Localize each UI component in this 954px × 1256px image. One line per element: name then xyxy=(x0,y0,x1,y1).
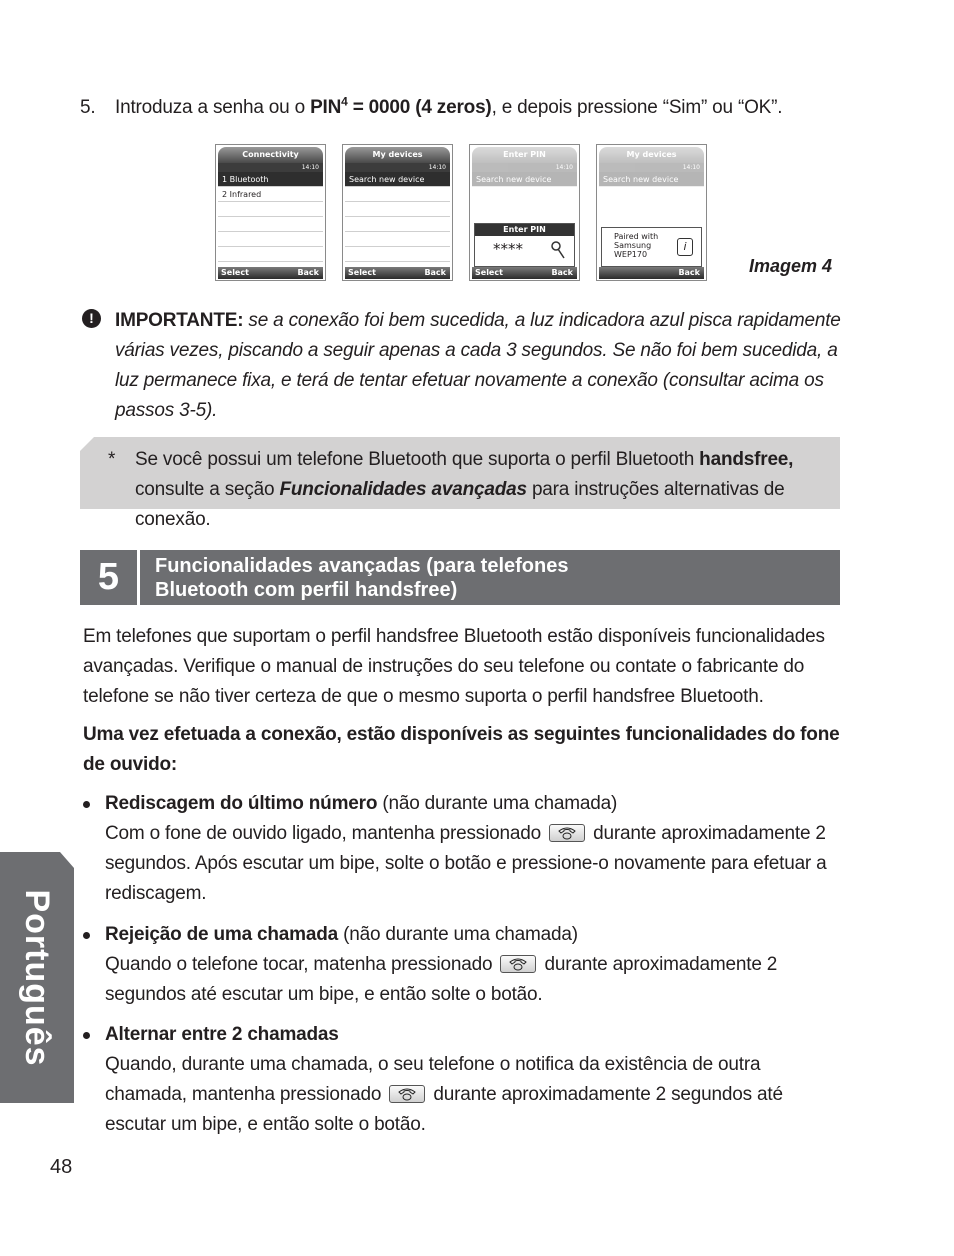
feature-text: Quando, durante uma chamada, o seu telefone o notifica da existência de outra chamada, mantenha pressionado xyxy=(105,1054,761,1105)
phone-handset-icon xyxy=(549,824,585,842)
screen-title: Connectivity xyxy=(218,147,323,163)
section-title xyxy=(155,554,835,602)
section-title-line-1: Funcionalidades avançadas (para telefones xyxy=(155,555,569,577)
empty-row xyxy=(345,187,450,202)
popup-title: Enter PIN xyxy=(475,224,574,236)
menu-item: Search new device xyxy=(345,172,450,187)
important-note xyxy=(115,306,845,426)
soft-right: Back xyxy=(424,268,446,277)
tip-bold: handsfree, xyxy=(699,449,794,470)
feature-title: Alternar entre 2 chamadas xyxy=(105,1024,339,1045)
feature-title: Rediscagem do último número xyxy=(105,793,378,814)
pin-value: = 0000 (4 zeros) xyxy=(347,97,492,118)
phone-handset-icon xyxy=(389,1085,425,1103)
soft-keys xyxy=(472,267,577,279)
phone-screen-paired xyxy=(596,144,707,281)
feature-redial xyxy=(83,789,843,909)
exclamation-icon: ! xyxy=(82,309,101,328)
soft-right: Back xyxy=(551,268,573,277)
key-icon xyxy=(550,240,566,260)
status-time: 14:10 xyxy=(555,164,573,171)
empty-row xyxy=(218,232,323,247)
section-number: 5 xyxy=(80,550,137,605)
step-number: 5. xyxy=(80,97,96,118)
status-time: 14:10 xyxy=(682,164,700,171)
paired-popup xyxy=(601,227,702,267)
tip-text-3: para instruções alternativas de conexão. xyxy=(135,479,785,530)
screen-title: My devices xyxy=(345,147,450,163)
popup-text: Paired with Samsung WEP170 xyxy=(614,232,659,259)
status-bar xyxy=(218,163,323,172)
empty-row xyxy=(345,202,450,217)
figure-caption: Imagem 4 xyxy=(749,256,833,276)
step-5 xyxy=(80,93,880,123)
page-number: 48 xyxy=(50,1156,73,1178)
empty-row xyxy=(345,247,450,262)
empty-row xyxy=(345,217,450,232)
feature-text-end: durante aproximadamente 2 segundos. Após escutar um bipe, solte o botão e pressione-o novamente para efetuar a rediscagem. xyxy=(105,823,827,904)
pin-label: PIN xyxy=(310,97,342,118)
phone-screen-my-devices xyxy=(342,144,453,281)
feature-text: Quando o telefone tocar, matenha pressionado xyxy=(105,954,498,975)
feature-note: (não durante uma chamada) xyxy=(338,924,578,945)
step-text-end: , e depois pressione “Sim” ou “OK”. xyxy=(491,97,783,118)
phone-handset-icon xyxy=(500,955,536,973)
section-title-line-2: Bluetooth com perfil handsfree) xyxy=(155,579,458,601)
tip-marker: * xyxy=(108,449,116,470)
status-time: 14:10 xyxy=(301,164,319,171)
soft-left: Select xyxy=(475,268,503,277)
empty-row xyxy=(345,232,450,247)
soft-left: Select xyxy=(221,268,249,277)
tip-corner xyxy=(80,437,94,451)
important-label: IMPORTANTE: xyxy=(115,310,244,331)
tip-link-text: Funcionalidades avançadas xyxy=(279,479,527,500)
feature-switch xyxy=(83,1020,843,1140)
feature-reject xyxy=(83,920,843,1010)
language-tab-label: Português xyxy=(18,889,56,1067)
tip-text-1: Se você possui um telefone Bluetooth que suporta o perfil Bluetooth xyxy=(135,449,700,470)
bullet-dot xyxy=(83,932,90,939)
important-text: se a conexão foi bem sucedida, a luz indicadora azul pisca rapidamente várias vezes, piscando a seguir apenas a cada 3 segundos. Se não foi bem sucedida, a luz permanece fixa, e terá de tentar efetuar novamente a conexão (consultar acima os passos 3-5). xyxy=(115,310,841,421)
footnote-mark: 4 xyxy=(341,94,348,109)
soft-right: Back xyxy=(297,268,319,277)
screen-title: My devices xyxy=(599,147,704,163)
intro-paragraph: Em telefones que suportam o perfil handsfree Bluetooth estão disponíveis funcionalidades avançadas. Verifique o manual de instruções do seu telefone ou contate o fabricante do telefone se não tiver certeza de que o mesmo suporta o perfil handsfree Bluetooth. xyxy=(83,626,825,707)
feature-text-end: durante aproximadamente 2 segundos até escutar um bipe, e então solte o botão. xyxy=(105,954,778,1005)
lead-paragraph: Uma vez efetuada a conexão, estão disponíveis as seguintes funcionalidades do fone de ouvido: xyxy=(83,724,840,775)
bullet-dot xyxy=(83,1032,90,1039)
feature-title: Rejeição de uma chamada xyxy=(105,924,339,945)
status-bar xyxy=(599,163,704,172)
menu-item: Search new device xyxy=(599,172,704,187)
status-bar xyxy=(345,163,450,172)
menu-item: 1 Bluetooth xyxy=(218,172,323,187)
empty-row xyxy=(218,247,323,262)
empty-row xyxy=(218,202,323,217)
soft-left: Select xyxy=(348,268,376,277)
soft-keys xyxy=(599,267,704,279)
bullet-dot xyxy=(83,801,90,808)
status-time: 14:10 xyxy=(428,164,446,171)
status-bar xyxy=(472,163,577,172)
pin-value: **** xyxy=(493,240,523,258)
menu-item: Search new device xyxy=(472,172,577,187)
pin-popup xyxy=(474,223,575,267)
tip-text-2: consulte a seção xyxy=(135,479,280,500)
soft-keys xyxy=(218,267,323,279)
soft-keys xyxy=(345,267,450,279)
step-text: Introduza a senha ou o xyxy=(115,97,311,118)
feature-text: Com o fone de ouvido ligado, mantenha pressionado xyxy=(105,823,547,844)
feature-text-end: durante aproximadamente 2 segundos até escutar um bipe, e então solte o botão. xyxy=(105,1084,783,1135)
screen-title: Enter PIN xyxy=(472,147,577,163)
info-icon: i xyxy=(677,238,693,256)
menu-item: 2 Infrared xyxy=(218,187,323,202)
phone-screen-enter-pin xyxy=(469,144,580,281)
tip-text xyxy=(135,445,835,535)
feature-note: (não durante uma chamada) xyxy=(377,793,618,814)
phone-screen-connectivity xyxy=(215,144,326,281)
soft-right: Back xyxy=(678,268,700,277)
empty-row xyxy=(218,217,323,232)
